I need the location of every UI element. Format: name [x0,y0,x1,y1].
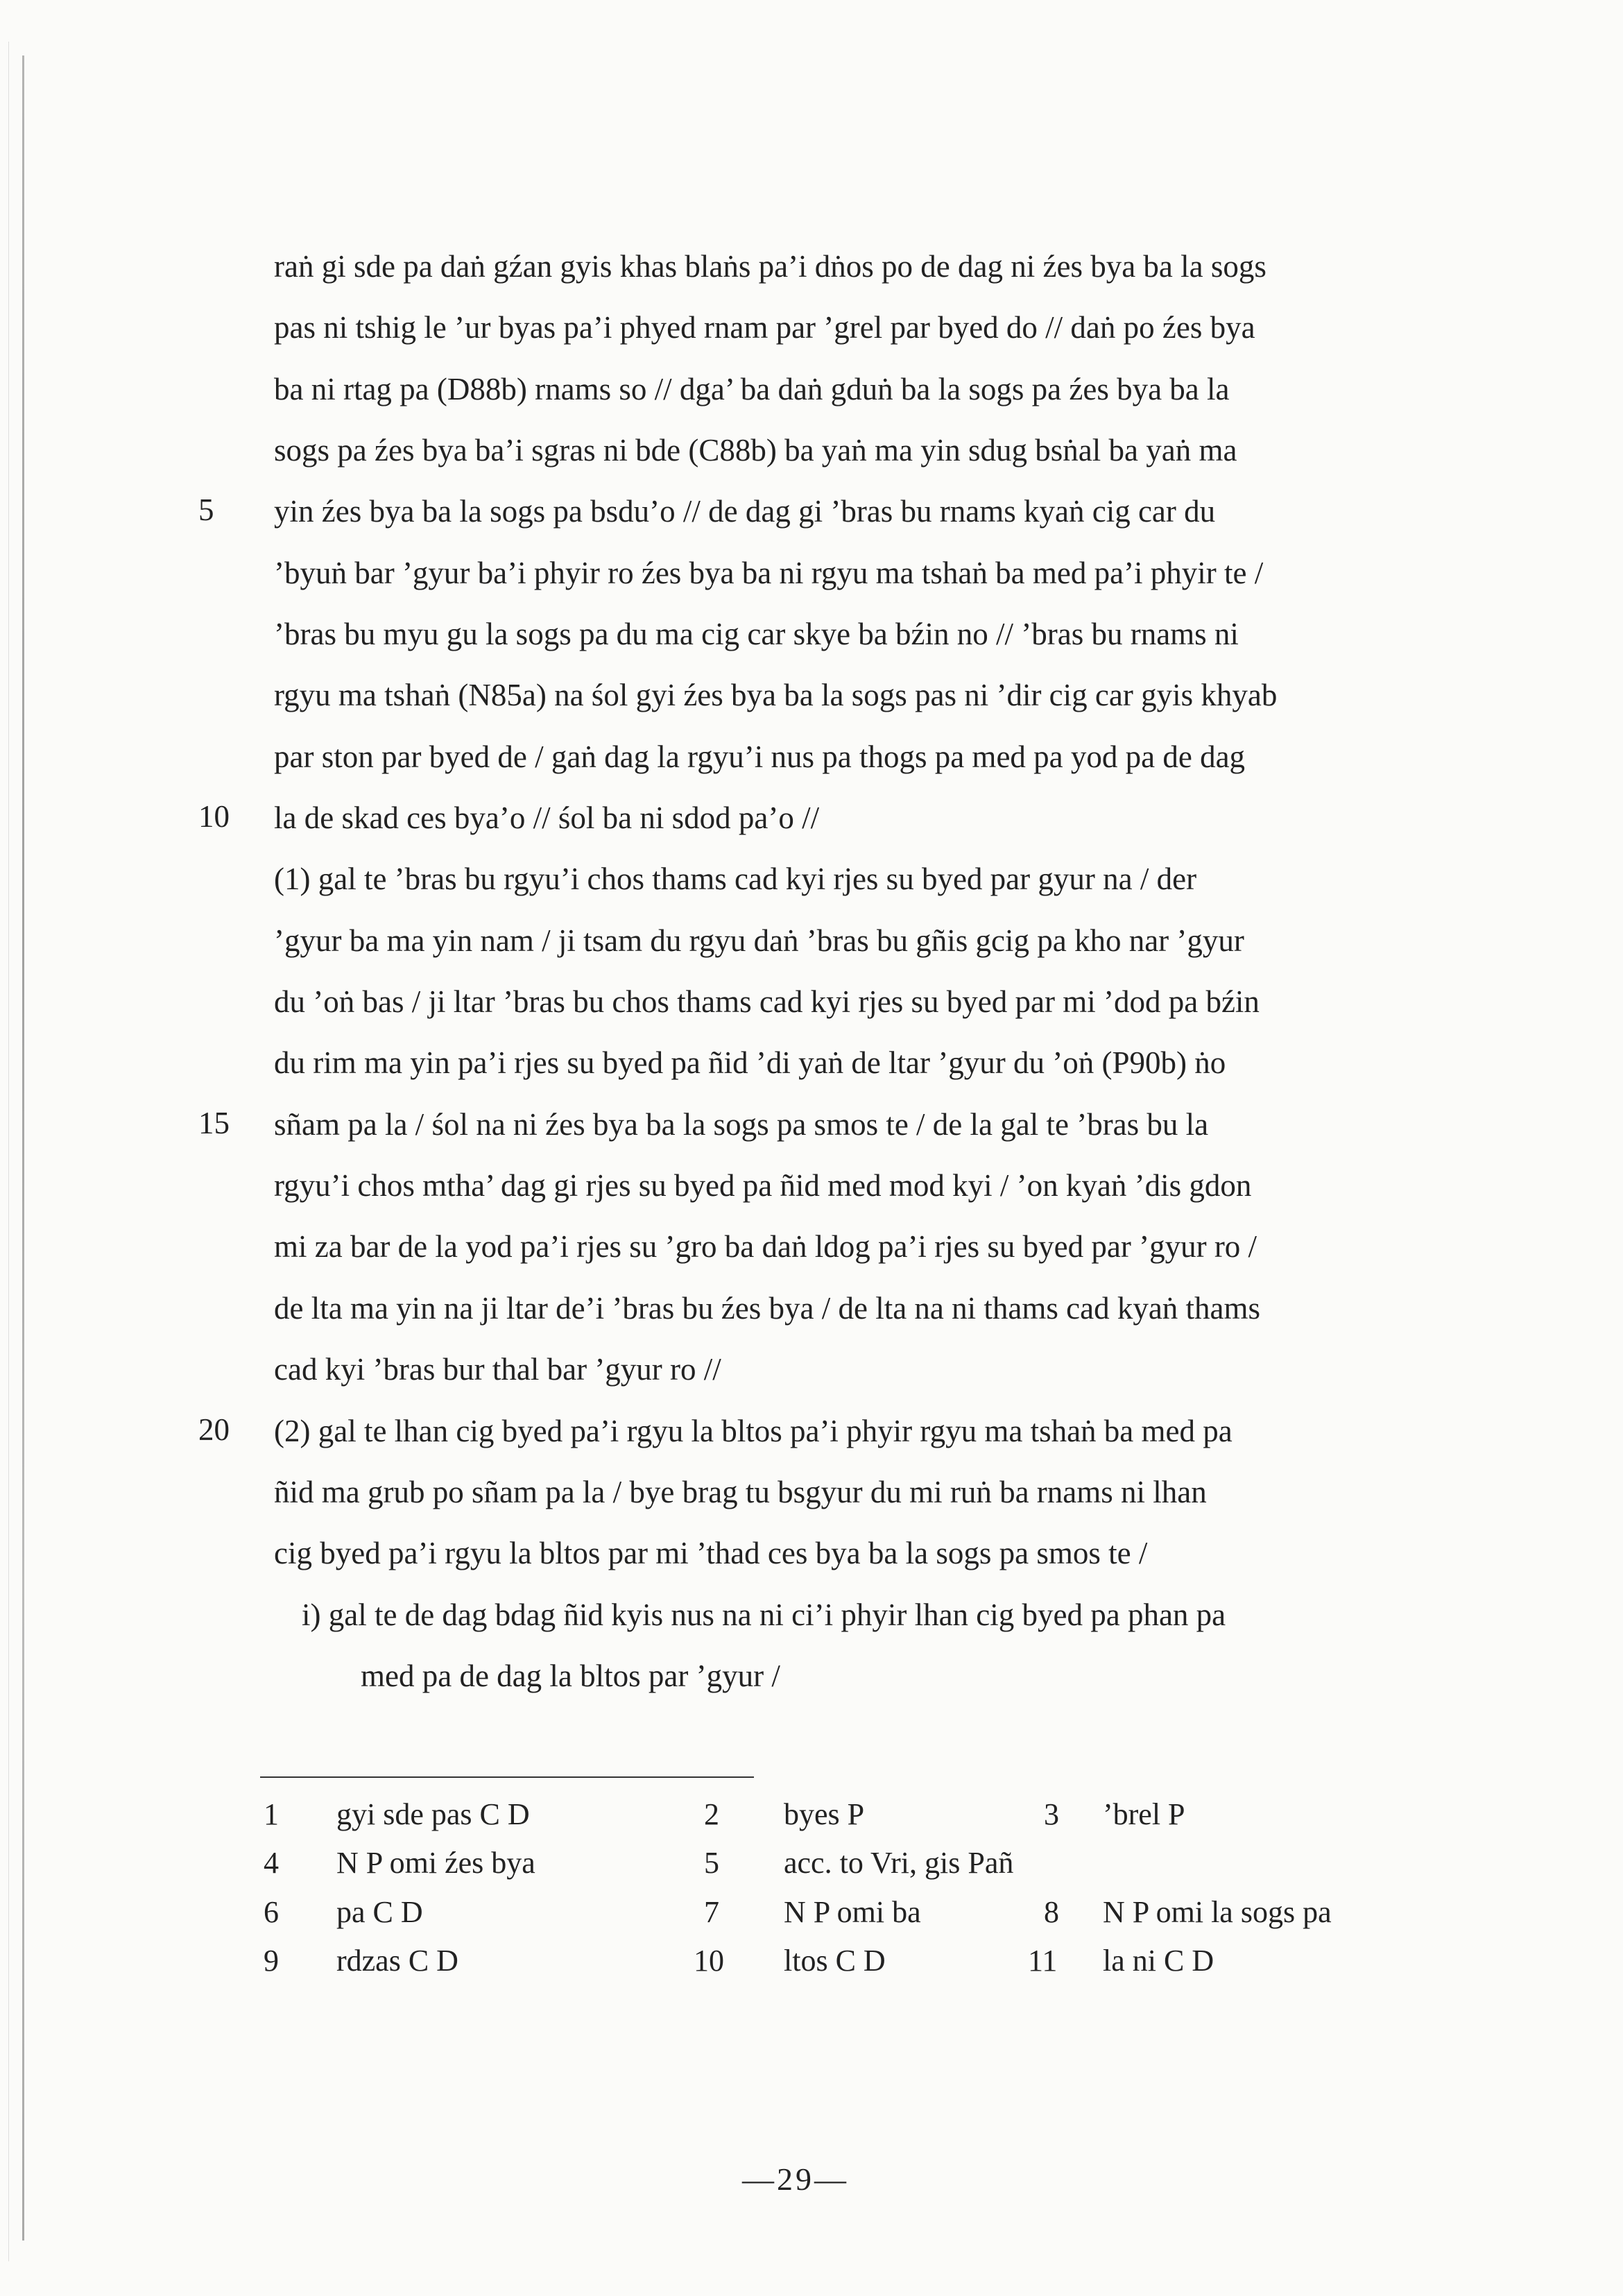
line-number: 20 [198,1412,230,1447]
text-line: ’bras bu myu gu la sogs pa du ma cig car skye ba bźin no // ’bras bu rnams ni [274,617,1239,651]
footnote-text: rdzas C D [336,1944,458,1978]
text-line: sogs pa źes bya ba’i sgras ni bde (C88b) ba yaṅ ma yin sdug bsṅal ba yaṅ ma [274,433,1237,468]
line-number: 10 [198,799,230,834]
footnote-number: 2 [704,1797,719,1831]
text-line: par ston par byed de / gaṅ dag la rgyu’i nus pa thogs pa med pa yod pa de dag [274,739,1246,774]
text-line: de lta ma yin na ji ltar de’i ’bras bu źes bya / de lta na ni thams cad kyaṅ thams [274,1291,1261,1326]
text-line: (1) gal te ’bras bu rgyu’i chos thams cad kyi rjes su byed par gyur na / der [274,862,1197,896]
footnote-number: 1 [264,1797,279,1831]
footnote-number: 7 [704,1895,719,1929]
footnote-text: gyi sde pas C D [336,1797,530,1831]
text-line: ’byuṅ bar ’gyur ba’i phyir ro źes bya ba ni rgyu ma tshaṅ ba med pa’i phyir te / [274,556,1264,590]
text-line: rgyu ma tshaṅ (N85a) na śol gyi źes bya ba la sogs pas ni ’dir cig car gyis khyab [274,678,1278,712]
footnote-text: acc. to Vri, gis Pañ [784,1846,1014,1880]
footnote-rule [260,1776,754,1778]
footnote-number: 4 [264,1846,279,1880]
footnote-text: N P omi la sogs pa [1103,1895,1332,1929]
text-line: mi za bar de la yod pa’i rjes su ’gro ba daṅ ldog pa’i rjes su byed par ’gyur ro / [274,1229,1257,1264]
footnote-number: 3 [1044,1797,1059,1831]
binding-edge-line [22,55,24,2241]
footnote-text: ltos C D [784,1944,886,1978]
scan-margin-line [8,42,9,2261]
text-line: raṅ gi sde pa daṅ gźan gyis khas blaṅs pa’i dṅos po de dag ni źes bya ba la sogs [274,249,1266,284]
text-line: ñid ma grub po sñam pa la / bye brag tu bsgyur du mi ruṅ ba rnams ni lhan [274,1475,1207,1509]
footnote-text: la ni C D [1103,1944,1214,1978]
footnote-number: 5 [704,1846,719,1880]
footnote-text: N P omi źes bya [336,1846,535,1880]
text-line: yin źes bya ba la sogs pa bsdu’o // de dag gi ’bras bu rnams kyaṅ cig car du [274,494,1216,529]
page-number: —29— [742,2161,849,2197]
text-line: ’gyur ba ma yin nam / ji tsam du rgyu daṅ ’bras bu gñis gcig pa kho nar ’gyur [274,923,1244,958]
text-line: sñam pa la / śol na ni źes bya ba la sogs pa smos te / de la gal te ’bras bu la [274,1107,1209,1142]
text-line: cig byed pa’i rgyu la bltos par mi ’thad ces bya ba la sogs pa smos te / [274,1536,1148,1570]
footnote-text: pa C D [336,1895,423,1929]
footnote-number: 10 [694,1944,724,1978]
footnote-number: 6 [264,1895,279,1929]
text-line: cad kyi ’bras bur thal bar ’gyur ro // [274,1352,721,1387]
text-line: pas ni tshig le ’ur byas pa’i phyed rnam par ’grel par byed do // daṅ po źes bya [274,310,1255,345]
text-line: (2) gal te lhan cig byed pa’i rgyu la bltos pa’i phyir rgyu ma tshaṅ ba med pa [274,1414,1233,1448]
text-line: med pa de dag la bltos par ’gyur / [361,1659,780,1693]
text-line: ba ni rtag pa (D88b) rnams so // dga’ ba daṅ gduṅ ba la sogs pa źes bya ba la [274,372,1230,406]
footnote-text: byes P [784,1797,865,1831]
footnote-number: 8 [1044,1895,1059,1929]
text-line: du ’oṅ bas / ji ltar ’bras bu chos thams cad kyi rjes su byed par mi ’dod pa bźin [274,984,1260,1019]
text-line: i) gal te de dag bdag ñid kyis nus na ni ci’i phyir lhan cig byed pa phan pa [302,1597,1226,1632]
footnote-text: ’brel P [1103,1797,1185,1831]
line-number: 5 [198,492,214,527]
line-number: 15 [198,1106,230,1140]
footnote-number: 9 [264,1944,279,1978]
footnote-number: 11 [1028,1944,1058,1978]
footnote-text: N P omi ba [784,1895,921,1929]
text-line: du rim ma yin pa’i rjes su byed pa ñid ’di yaṅ de ltar ’gyur du ’oṅ (P90b) ṅo [274,1045,1226,1080]
text-line: la de skad ces bya’o // śol ba ni sdod pa’o // [274,800,820,835]
text-line: rgyu’i chos mtha’ dag gi rjes su byed pa ñid med mod kyi / ’on kyaṅ ’dis gdon [274,1168,1252,1203]
